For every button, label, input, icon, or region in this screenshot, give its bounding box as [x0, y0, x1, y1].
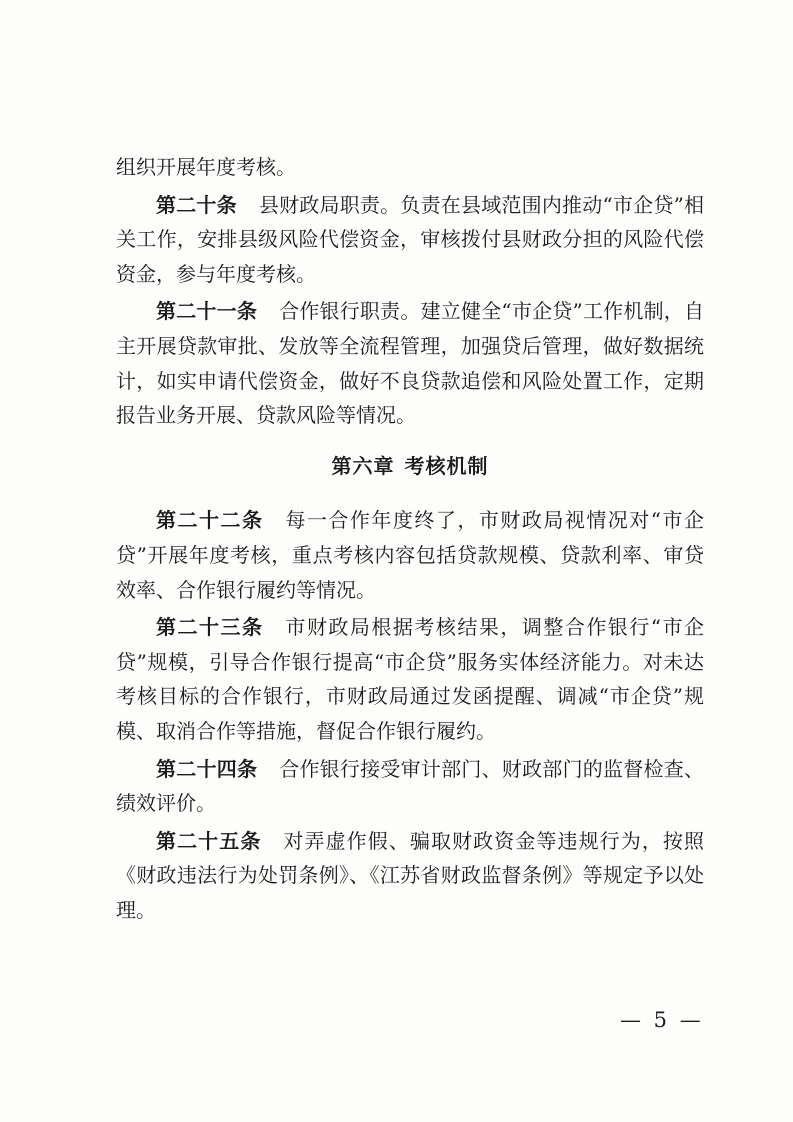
- article-text: 每一合作年度终了，市财政局视情况对“市企贷”开展年度考核，重点考核内容包括贷款规模、贷款利率、审贷效率、合作银行履约等情况。: [116, 508, 704, 602]
- chapter-number: 第六章: [331, 453, 395, 478]
- article-heading: 第二十三条: [156, 615, 264, 640]
- article-20: [116, 188, 704, 292]
- article-22: [116, 503, 704, 607]
- document-body: [116, 150, 704, 930]
- article-heading: 第二十二条: [156, 508, 264, 533]
- page-number: — 5 —: [620, 1008, 704, 1032]
- article-23: [116, 610, 704, 748]
- article-text: 县财政局职责。负责在县域范围内推动“市企贷”相关工作，安排县级风险代偿资金，审核拨付县财政分担的风险代偿资金，参与年度考核。: [116, 192, 705, 286]
- chapter-heading: [116, 449, 704, 484]
- article-text: 合作银行接受审计部门、财政部门的监督检查、绩效评价。: [116, 756, 705, 816]
- article-heading: 第二十五条: [156, 828, 262, 853]
- article-heading: 第二十四条: [156, 756, 258, 781]
- article-21: [116, 294, 704, 432]
- chapter-title: 考核机制: [404, 453, 489, 478]
- article-text: 市财政局根据考核结果，调整合作银行“市企贷”规模，引导合作银行提高“市企贷”服务实体经济能力。对未达考核目标的合作银行，市财政局通过发函提醒、调减“市企贷”规模、取消合作等措施，督促合作银行履约。: [116, 615, 704, 743]
- article-text: 对弄虚作假、骗取财政资金等违规行为，按照《财政违法行为处罚条例》、《江苏省财政监督条例》等规定予以处理。: [116, 828, 705, 922]
- article-25: [116, 824, 704, 928]
- intro-fragment: 组织开展年度考核。: [116, 155, 296, 179]
- article-heading: 第二十一条: [156, 299, 258, 324]
- article-heading: 第二十条: [156, 192, 237, 217]
- article-text: 合作银行职责。建立健全“市企贷”工作机制，自主开展贷款审批、发放等全流程管理，加强贷后管理，做好数据统计，如实申请代偿资金，做好不良贷款追偿和风险处置工作，定期报告业务开展、贷款风险等情况。: [116, 299, 705, 428]
- article-24: [116, 752, 704, 821]
